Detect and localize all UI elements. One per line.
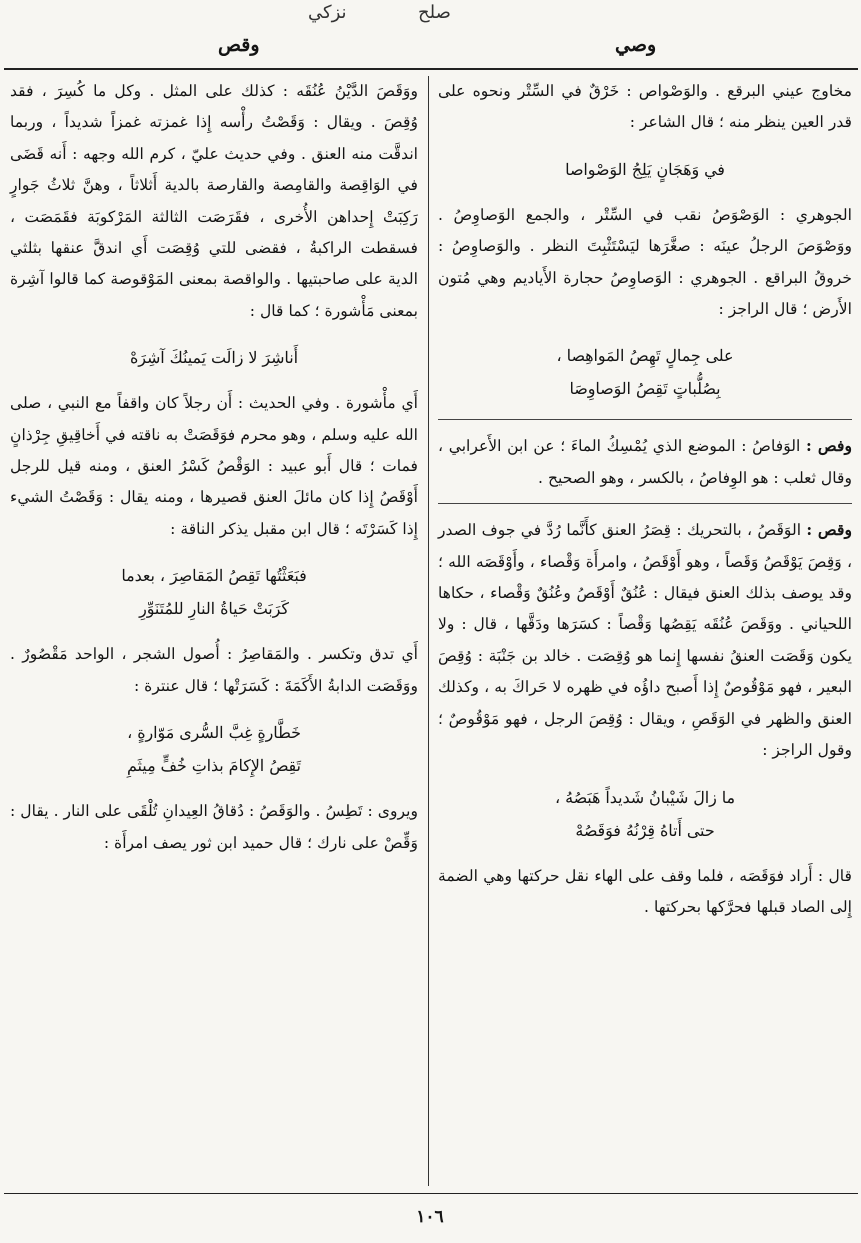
paragraph: أَي تدق وتكسر . والمَقاصِرُ : أُصول الشجر ، الواحد مَقْصُورٌ . ووَقَصَت الدابةُ الأَكَمَةَ : كَسَرَتْها ؛ قال عنترة : <box>10 645 418 695</box>
verse-line: خَطَّارةٍ غِبَّ السُّرى مَوّارةٍ ، <box>127 723 301 743</box>
paragraph: الجوهري : الوَصْوَصُ نقب في السِّتْر ، والجمع الوَصاوِصُ . ووَصْوَصَ الرجلُ عينَه : صغَّرَها ليَسْتَثْبِتَ النظر . والوَصاوِصُ : خروقُ البراقع . الجوهري : الوَصاوِصُ حجارة الأَياديم وهي مُتون الأَرض ؛ قال الراجز : <box>438 205 852 319</box>
verse-line: تَقِصُ الإِكامَ بذاتِ خُفٍّ مِيثَمِ <box>127 756 301 776</box>
verse <box>438 781 852 847</box>
paragraph: أَي مأْشورة . وفي الحديث : أَن رجلاً كان واقفاً مع النبي ، صلى الله عليه وسلم ، وهو محرم فوَقَصَتْ به ناقته في أَخاقِيقِ جِرْذانٍ فمات ؛ قال أَبو عبيد : الوَقْصُ كَسْرُ العنق ، ومنه قيل للرجل أَوْقَصُ إِذا كان مائلَ العنق قصيرها ، ومنه يقال : وَقَصْتُ الشيء إِذا كَسَرْتَه ؛ قال ابن مقبل يذكر الناقة : <box>10 394 418 538</box>
running-header-right: وصي <box>615 34 657 56</box>
paragraph: مخاوج عيني البرقع . والوَصْواص : خَرْقٌ في السِّتْر ونحوه على قدر العين ينظر منه ؛ قال الشاعر : <box>438 82 852 132</box>
bottom-rule <box>4 1193 858 1194</box>
column-divider <box>428 76 429 1186</box>
entry-wfs <box>438 430 852 494</box>
entry-separator <box>438 503 852 504</box>
verse <box>438 339 852 405</box>
verse-line: بِصُلُّباتٍ تَقِصُ الوَصاوِصَا <box>569 379 721 399</box>
entry-headword: وقص : <box>806 520 852 540</box>
page-number: ١٠٦ <box>416 1207 444 1227</box>
verse-line: كَرَبَتْ حَياةُ النارِ للمُتَنَوِّرِ <box>139 599 289 619</box>
verse <box>10 559 418 625</box>
entry-text: الوَقَصُ ، بالتحريك : قِصَرُ العنق كأَنَّما رُدَّ في جوف الصدر ، وَقِصَ يَوْقَصُ وَقَصاً ، وهو أَوْقَصُ ، وامرأَة وَقْصاء ، وأَوْقَصَه الله ؛ وقد يوصف بذلك العنق فيقال : عُنُقٌ أَوْقَصُ وعُنُقٌ وَقْصاء ، حكاها اللحياني . ووَقَصَ عُنُقَه يَقِصُها وَقْصاً : كسَرَها ودَقَّها ، قال : ولا يكون وَقَصَت العنقُ نفسها إِنما هو وُقِصَت . خالد بن جَنْبَة : وُقِصَ البعير ، فهو مَوْقُوصٌ إِذا أَصبح داؤُه في ظهره لا حَراكَ به ، وكذلك العنق والظهر في الوَقَصِ ، ويقال : وُقِصَ الرجل ، فهو مَوْقُوصٌ ؛ وقول الراجز : <box>438 521 852 760</box>
verse: أَناشِرَ لا زالَت يَمينُكَ آشِرَهْ <box>130 348 298 368</box>
entry-headword: وفص : <box>806 436 852 456</box>
paragraph: ووَقَصَ الدَّيْنُ عُنُقَه : كذلك على المثل . وكل ما كُسِرَ ، فقد وُقِصَ . ويقال : وَقَصْتُ رأْسه إِذا غمزته غمزاً شديداً ، وربما اندقَّت منه العنق . وفي حديث عليّ ، كرم الله وجهه : أَنه قَضَى في الوَاقِصة والقامِصة والقارصة بالدية أَثلاثاً ، وهنَّ ثلاثُ جَوارٍ رَكِبَتْ إِحداهن الأُخرى ، فقَرَصَت الثالثة المَرْكوبَة فقَمَصَت ، فسقطت الراكبةُ ، فقضى للتي وُقِصَت أَي اندقَّ عنقها بثلثي الدية على صاحبتيها . والواقصة بمعنى المَوْقوصة كما قالوا آشِرة بمعنى مَأْشورة ؛ كما قال : <box>10 82 418 320</box>
entry-text: الوَفاصُ : الموضع الذي يُمْسِكُ الماءَ ؛ عن ابن الأَعرابي ، وقال ثعلب : هو الوِفاصُ ، بالكسر ، وهو الصحيح . <box>438 437 852 487</box>
verse <box>10 716 418 782</box>
running-header-left: وقص <box>218 34 260 56</box>
handwritten-mark: نزكي <box>308 2 347 23</box>
paragraph: قال : أَراد فوَقَصَه ، فلما وقف على الهاء نقل حركتها وهي الضمة إِلى الصاد قبلها فحرَّكها بحركتها . <box>438 866 852 916</box>
left-column <box>10 76 418 859</box>
right-column <box>438 76 852 923</box>
verse-line: ما زالَ شَيْبانُ شَديداً هَبَصُهُ ، <box>554 787 736 807</box>
entry-separator <box>438 419 852 420</box>
paragraph: ويروى : تَطِسُ . والوَقَصُ : دُقاقُ العِيدانِ تُلْقَى على النار . يقال : وَقِّصْ على نارك ؛ قال حميد ابن ثور يصف امرأَة : <box>10 802 418 852</box>
entry-wqs <box>438 514 852 766</box>
top-rule <box>4 68 858 70</box>
verse: في وَهَجَانٍ يَلِجُ الوَصْواصا <box>565 159 725 179</box>
verse-line: على جِمالٍ تَهِصُ المَواهِصا ، <box>556 346 734 366</box>
verse-line: فبَعَثْتُها تَقِصُ المَقاصِرَ ، بعدما <box>121 566 307 586</box>
handwritten-mark: صلح <box>418 2 451 23</box>
verse-line: حتى أَتاهُ قِرْنُهُ فوَقَصُهْ <box>575 820 715 840</box>
